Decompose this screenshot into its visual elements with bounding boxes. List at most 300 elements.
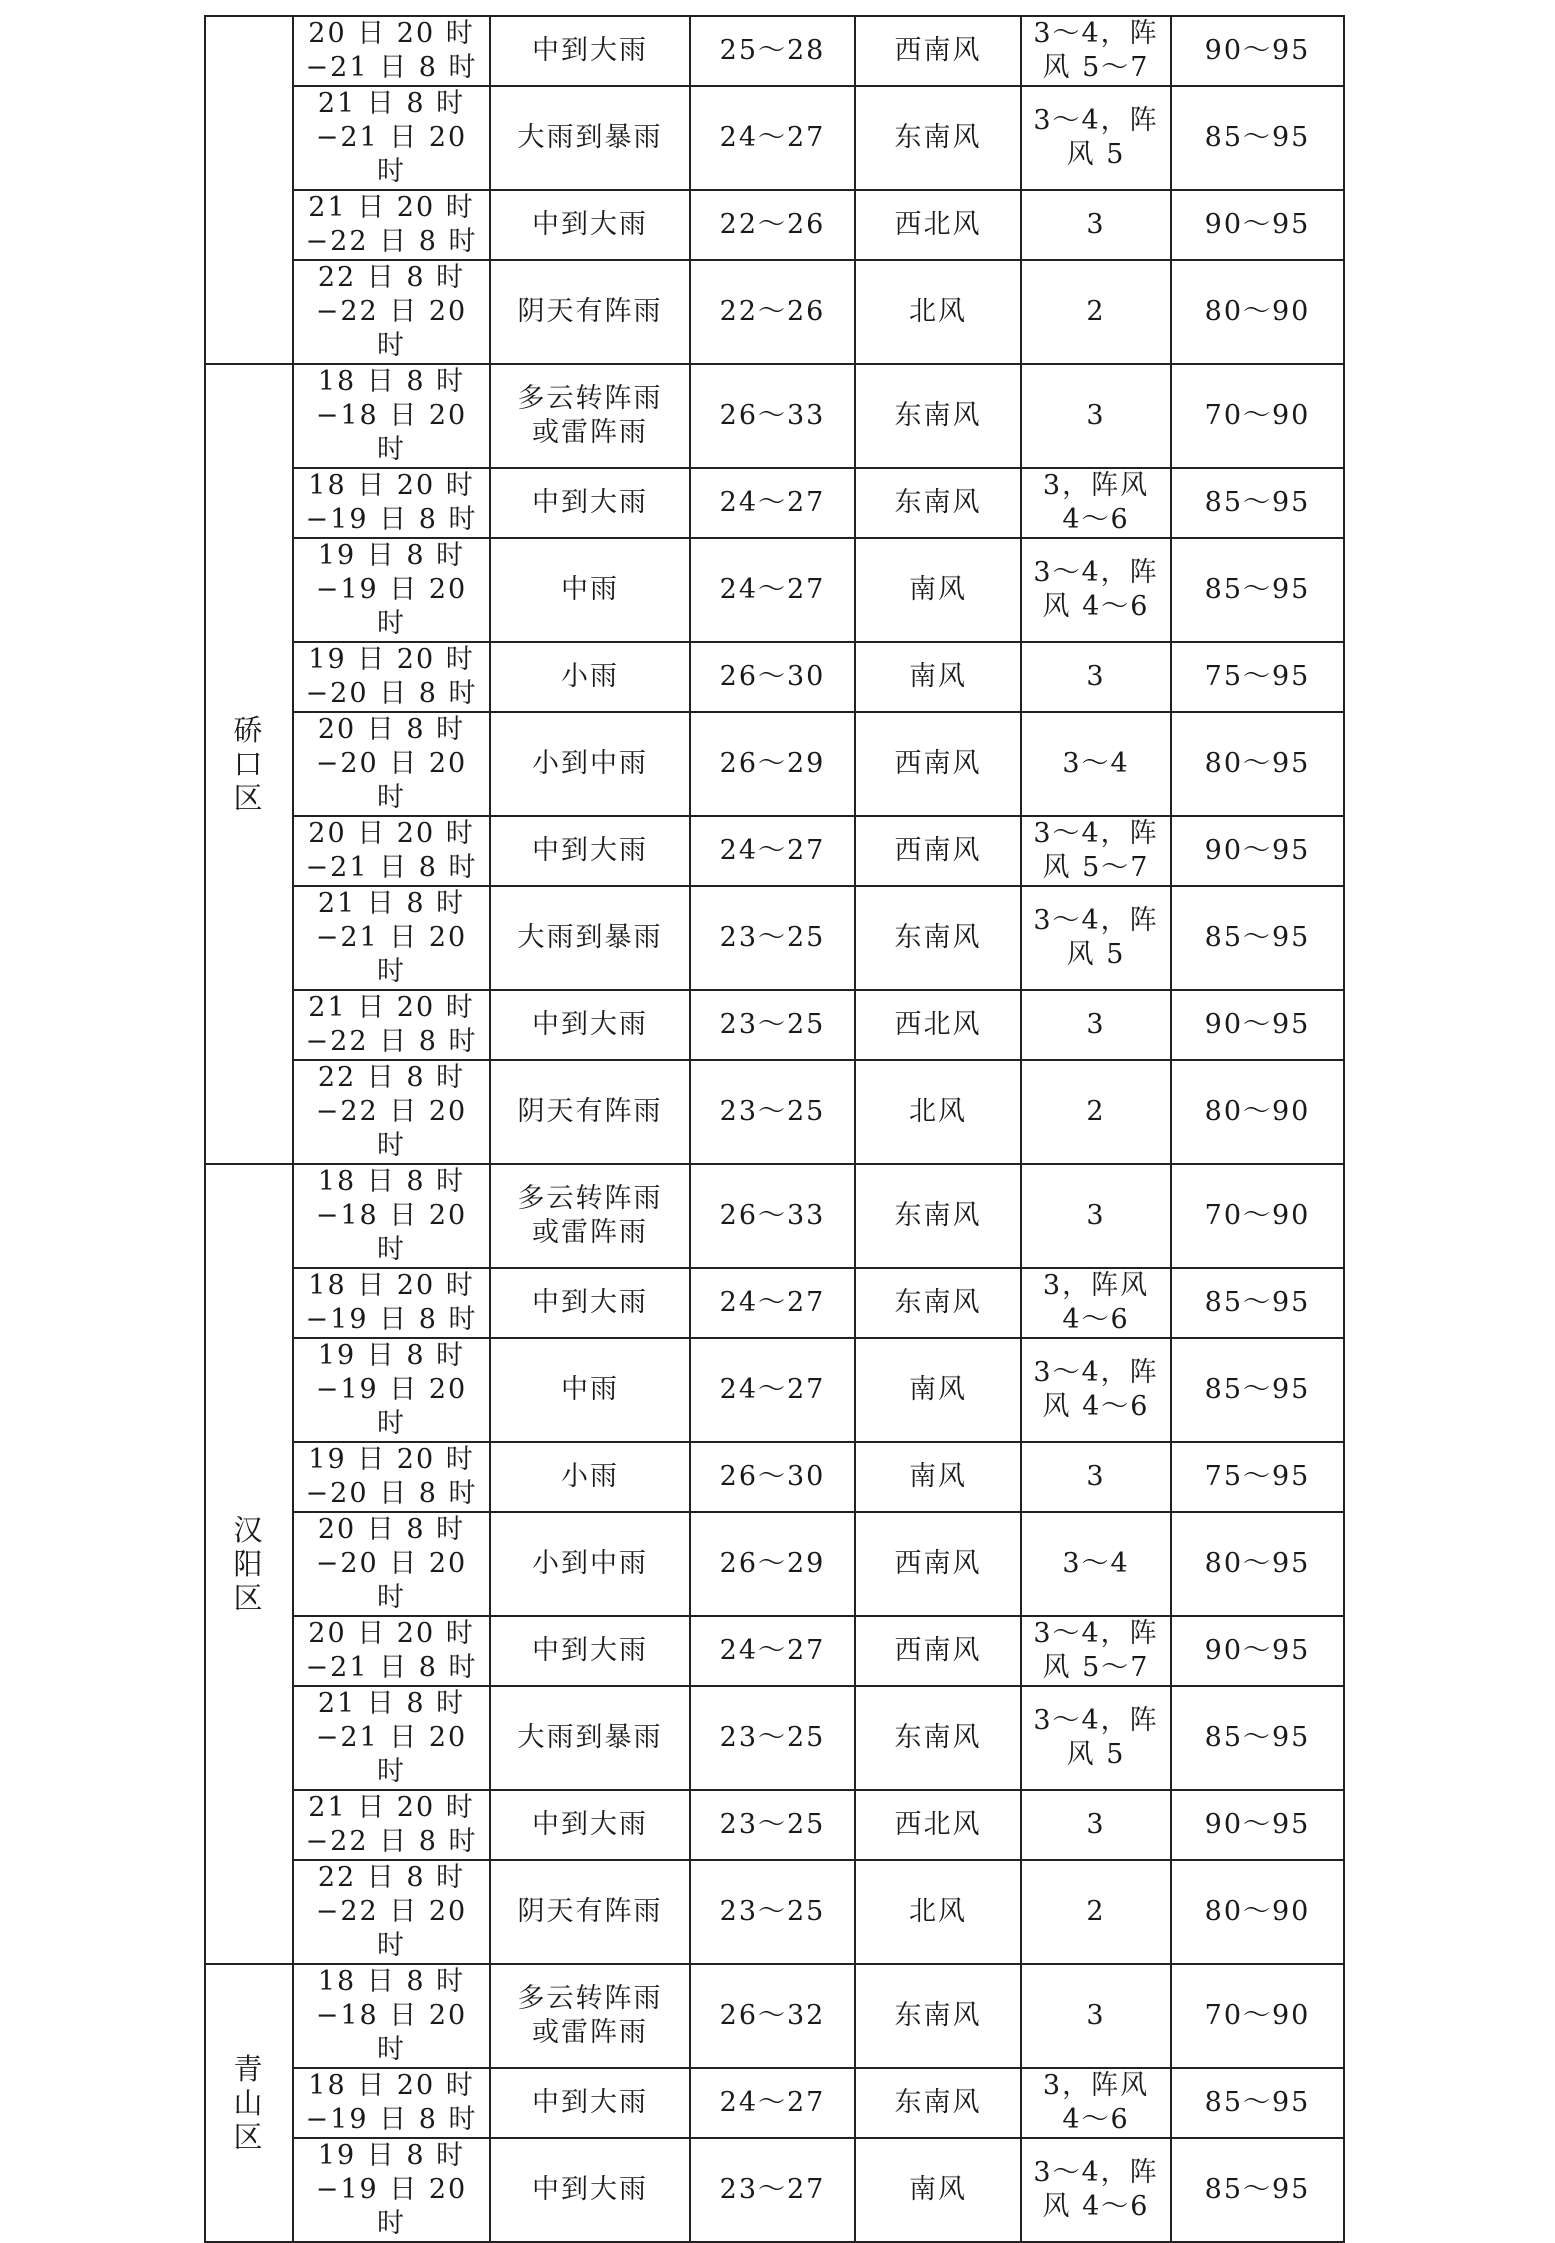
wind-speed-line: 2: [1086, 296, 1106, 327]
temperature-cell: 23～25: [690, 1686, 855, 1790]
wind-direction-cell: 西北风: [855, 1790, 1021, 1860]
wind-direction-cell: 南风: [855, 538, 1021, 642]
table-row: [205, 1860, 1344, 1964]
time-cell: [293, 1616, 490, 1686]
humidity-cell: 85～95: [1171, 468, 1344, 538]
table-row: [205, 16, 1344, 86]
weather-line: 或雷阵雨: [532, 417, 648, 448]
humidity-cell: 75～95: [1171, 642, 1344, 712]
time-line: −22 日 8 时: [305, 1826, 478, 1857]
time-line: 20 日 20 时: [308, 18, 475, 49]
wind-speed-line: 3～4，阵: [1033, 1705, 1159, 1736]
weather-cell: [490, 86, 690, 190]
weather-cell: [490, 468, 690, 538]
wind-speed-line: 风 4～6: [1042, 1391, 1150, 1422]
time-cell: [293, 2138, 490, 2242]
wind-direction-cell: 东南风: [855, 86, 1021, 190]
humidity-cell: 75～95: [1171, 1442, 1344, 1512]
time-cell: [293, 1338, 490, 1442]
forecast-table-container: [204, 15, 1345, 2243]
wind-speed-line: 3: [1086, 1809, 1106, 1840]
wind-speed-line: 3～4，阵: [1033, 1357, 1159, 1388]
wind-speed-cell: [1021, 1860, 1171, 1964]
time-line: −19 日 8 时: [305, 504, 478, 535]
time-cell: [293, 1060, 490, 1164]
humidity-cell: 85～95: [1171, 86, 1344, 190]
wind-direction-cell: 东南风: [855, 2068, 1021, 2138]
time-cell: [293, 468, 490, 538]
wind-direction-cell: 西南风: [855, 16, 1021, 86]
weather-line: 中到大雨: [532, 1635, 648, 1666]
table-row: [205, 1338, 1344, 1442]
wind-speed-line: 3～4，阵: [1033, 1618, 1159, 1649]
temperature-cell: 23～25: [690, 990, 855, 1060]
wind-speed-cell: [1021, 1338, 1171, 1442]
time-line: −22 日 8 时: [305, 226, 478, 257]
wind-speed-line: 3: [1086, 1009, 1106, 1040]
district-cell: [205, 16, 293, 364]
weather-cell: [490, 1686, 690, 1790]
wind-speed-cell: [1021, 1060, 1171, 1164]
weather-line: 中到大雨: [532, 209, 648, 240]
table-row: [205, 2138, 1344, 2242]
wind-speed-line: 风 4～6: [1042, 591, 1150, 622]
wind-speed-line: 2: [1086, 1096, 1106, 1127]
time-line: −18 日 20 时: [315, 1200, 468, 1265]
table-row: [205, 1164, 1344, 1268]
table-row: [205, 260, 1344, 364]
time-line: −19 日 20 时: [315, 574, 468, 639]
table-row: [205, 886, 1344, 990]
time-line: −18 日 20 时: [315, 400, 468, 465]
weather-line: 中到大雨: [532, 2087, 648, 2118]
temperature-cell: 24～27: [690, 468, 855, 538]
time-line: 21 日 8 时: [317, 888, 466, 919]
temperature-cell: 23～27: [690, 2138, 855, 2242]
table-row: [205, 1790, 1344, 1860]
wind-speed-cell: [1021, 1616, 1171, 1686]
wind-speed-cell: [1021, 1790, 1171, 1860]
district-char: 山: [233, 2086, 265, 2120]
wind-speed-line: 3～4，阵: [1033, 905, 1159, 936]
time-line: 19 日 8 时: [317, 540, 466, 571]
temperature-cell: 24～27: [690, 538, 855, 642]
weather-cell: [490, 1860, 690, 1964]
time-line: −18 日 20 时: [315, 2000, 468, 2065]
time-line: −22 日 20 时: [315, 1896, 468, 1961]
wind-speed-line: 3: [1086, 1461, 1106, 1492]
time-line: −20 日 20 时: [315, 748, 468, 813]
weather-cell: [490, 816, 690, 886]
table-row: [205, 364, 1344, 468]
time-line: 18 日 20 时: [308, 2070, 475, 2101]
wind-speed-cell: [1021, 2138, 1171, 2242]
time-line: 18 日 20 时: [308, 470, 475, 501]
wind-speed-cell: [1021, 16, 1171, 86]
time-line: 20 日 8 时: [317, 1514, 466, 1545]
wind-speed-line: 4～6: [1062, 2104, 1130, 2135]
weather-line: 多云转阵雨: [517, 383, 663, 414]
time-line: −19 日 8 时: [305, 2104, 478, 2135]
time-line: −21 日 20 时: [315, 1722, 468, 1787]
time-cell: [293, 1860, 490, 1964]
table-row: [205, 712, 1344, 816]
temperature-cell: 26～30: [690, 1442, 855, 1512]
wind-speed-cell: [1021, 1512, 1171, 1616]
wind-speed-cell: [1021, 816, 1171, 886]
wind-speed-line: 3～4，阵: [1033, 105, 1159, 136]
temperature-cell: 26～30: [690, 642, 855, 712]
wind-direction-cell: 东南风: [855, 1686, 1021, 1790]
humidity-cell: 80～90: [1171, 1860, 1344, 1964]
time-line: 19 日 20 时: [308, 1444, 475, 1475]
district-char: 硚: [233, 713, 265, 747]
wind-speed-line: 4～6: [1062, 504, 1130, 535]
time-line: −22 日 20 时: [315, 296, 468, 361]
time-line: 18 日 20 时: [308, 1270, 475, 1301]
table-row: [205, 1060, 1344, 1164]
table-row: [205, 1964, 1344, 2068]
weather-line: 小雨: [561, 1461, 619, 1492]
district-char: 区: [233, 781, 265, 815]
wind-speed-cell: [1021, 468, 1171, 538]
wind-speed-line: 3～4，阵: [1033, 818, 1159, 849]
wind-speed-line: 3，阵风: [1042, 2070, 1150, 2101]
wind-direction-cell: 东南风: [855, 1164, 1021, 1268]
district-char: 汉: [233, 1513, 265, 1547]
time-cell: [293, 642, 490, 712]
humidity-cell: 80～90: [1171, 260, 1344, 364]
wind-direction-cell: 南风: [855, 1338, 1021, 1442]
temperature-cell: 24～27: [690, 2068, 855, 2138]
humidity-cell: 85～95: [1171, 1338, 1344, 1442]
table-row: [205, 1616, 1344, 1686]
wind-speed-line: 3: [1086, 209, 1106, 240]
wind-speed-line: 风 5～7: [1042, 852, 1150, 883]
wind-direction-cell: 西南风: [855, 816, 1021, 886]
wind-speed-line: 3，阵风: [1042, 470, 1150, 501]
weather-cell: [490, 190, 690, 260]
humidity-cell: 85～95: [1171, 1268, 1344, 1338]
humidity-cell: 85～95: [1171, 538, 1344, 642]
temperature-cell: 26～29: [690, 1512, 855, 1616]
district-char: 口: [233, 747, 265, 781]
wind-direction-cell: 南风: [855, 2138, 1021, 2242]
time-line: −21 日 20 时: [315, 122, 468, 187]
weather-line: 阴天有阵雨: [517, 1896, 663, 1927]
time-line: 20 日 20 时: [308, 818, 475, 849]
humidity-cell: 90～95: [1171, 816, 1344, 886]
wind-speed-cell: [1021, 642, 1171, 712]
time-line: −20 日 8 时: [305, 1478, 478, 1509]
wind-speed-cell: [1021, 538, 1171, 642]
wind-speed-line: 3，阵风: [1042, 1270, 1150, 1301]
humidity-cell: 70～90: [1171, 364, 1344, 468]
wind-speed-line: 4～6: [1062, 1304, 1130, 1335]
time-line: −21 日 8 时: [305, 52, 478, 83]
time-line: 22 日 8 时: [317, 1062, 466, 1093]
time-cell: [293, 816, 490, 886]
weather-cell: [490, 2068, 690, 2138]
time-cell: [293, 1964, 490, 2068]
wind-speed-line: 3～4，阵: [1033, 557, 1159, 588]
wind-speed-cell: [1021, 886, 1171, 990]
weather-cell: [490, 1442, 690, 1512]
wind-direction-cell: 北风: [855, 1860, 1021, 1964]
weather-line: 中雨: [561, 574, 619, 605]
time-cell: [293, 190, 490, 260]
table-row: [205, 642, 1344, 712]
weather-cell: [490, 1060, 690, 1164]
time-cell: [293, 1686, 490, 1790]
temperature-cell: 23～25: [690, 886, 855, 990]
humidity-cell: 90～95: [1171, 990, 1344, 1060]
time-line: 18 日 8 时: [317, 366, 466, 397]
weather-line: 或雷阵雨: [532, 2017, 648, 2048]
wind-speed-cell: [1021, 2068, 1171, 2138]
temperature-cell: 26～32: [690, 1964, 855, 2068]
wind-speed-line: 3: [1086, 1200, 1106, 1231]
wind-speed-line: 风 5: [1066, 939, 1126, 970]
wind-speed-line: 2: [1086, 1896, 1106, 1927]
weather-cell: [490, 642, 690, 712]
temperature-cell: 22～26: [690, 190, 855, 260]
time-cell: [293, 990, 490, 1060]
time-line: −20 日 20 时: [315, 1548, 468, 1613]
time-line: 22 日 8 时: [317, 262, 466, 293]
temperature-cell: 25～28: [690, 16, 855, 86]
weather-line: 多云转阵雨: [517, 1183, 663, 1214]
temperature-cell: 26～29: [690, 712, 855, 816]
weather-line: 或雷阵雨: [532, 1217, 648, 1248]
table-row: [205, 1268, 1344, 1338]
time-line: 20 日 20 时: [308, 1618, 475, 1649]
weather-cell: [490, 712, 690, 816]
weather-cell: [490, 16, 690, 86]
weather-line: 中到大雨: [532, 2174, 648, 2205]
weather-cell: [490, 2138, 690, 2242]
district-char: 区: [233, 1581, 265, 1615]
table-row: [205, 190, 1344, 260]
weather-cell: [490, 886, 690, 990]
humidity-cell: 70～90: [1171, 1164, 1344, 1268]
time-line: 21 日 8 时: [317, 1688, 466, 1719]
humidity-cell: 80～95: [1171, 712, 1344, 816]
district-char: 青: [233, 2052, 265, 2086]
temperature-cell: 24～27: [690, 1338, 855, 1442]
humidity-cell: 80～90: [1171, 1060, 1344, 1164]
weather-cell: [490, 1790, 690, 1860]
weather-cell: [490, 1512, 690, 1616]
wind-direction-cell: 东南风: [855, 886, 1021, 990]
wind-speed-cell: [1021, 86, 1171, 190]
weather-cell: [490, 538, 690, 642]
weather-cell: [490, 1616, 690, 1686]
wind-speed-cell: [1021, 1164, 1171, 1268]
time-cell: [293, 2068, 490, 2138]
table-row: [205, 1442, 1344, 1512]
weather-cell: [490, 1338, 690, 1442]
wind-direction-cell: 南风: [855, 642, 1021, 712]
weather-cell: [490, 260, 690, 364]
time-line: 21 日 20 时: [308, 192, 475, 223]
temperature-cell: 26～33: [690, 364, 855, 468]
wind-speed-line: 3～4，阵: [1033, 18, 1159, 49]
humidity-cell: 85～95: [1171, 1686, 1344, 1790]
weather-line: 多云转阵雨: [517, 1983, 663, 2014]
wind-direction-cell: 西北风: [855, 990, 1021, 1060]
wind-direction-cell: 东南风: [855, 364, 1021, 468]
temperature-cell: 26～33: [690, 1164, 855, 1268]
time-line: 19 日 8 时: [317, 1340, 466, 1371]
wind-direction-cell: 北风: [855, 1060, 1021, 1164]
forecast-table-body: [205, 16, 1344, 2242]
weather-line: 中到大雨: [532, 1287, 648, 1318]
table-row: [205, 1512, 1344, 1616]
weather-cell: [490, 364, 690, 468]
table-row: [205, 538, 1344, 642]
wind-speed-cell: [1021, 364, 1171, 468]
time-line: −21 日 8 时: [305, 1652, 478, 1683]
wind-speed-cell: [1021, 260, 1171, 364]
time-line: −22 日 20 时: [315, 1096, 468, 1161]
weather-line: 大雨到暴雨: [517, 1722, 663, 1753]
weather-line: 中到大雨: [532, 1009, 648, 1040]
time-line: 21 日 20 时: [308, 992, 475, 1023]
wind-speed-line: 3: [1086, 661, 1106, 692]
wind-speed-line: 风 4～6: [1042, 2191, 1150, 2222]
humidity-cell: 85～95: [1171, 886, 1344, 990]
weather-line: 中雨: [561, 1374, 619, 1405]
weather-line: 中到大雨: [532, 487, 648, 518]
humidity-cell: 90～95: [1171, 1616, 1344, 1686]
time-line: 18 日 8 时: [317, 1966, 466, 1997]
weather-line: 中到大雨: [532, 35, 648, 66]
weather-line: 小到中雨: [532, 748, 648, 779]
weather-line: 中到大雨: [532, 835, 648, 866]
wind-speed-cell: [1021, 990, 1171, 1060]
time-cell: [293, 712, 490, 816]
time-cell: [293, 1512, 490, 1616]
time-line: −21 日 8 时: [305, 852, 478, 883]
time-cell: [293, 1268, 490, 1338]
wind-speed-line: 风 5～7: [1042, 1652, 1150, 1683]
temperature-cell: 23～25: [690, 1860, 855, 1964]
table-row: [205, 468, 1344, 538]
wind-speed-line: 3～4: [1062, 748, 1130, 779]
weather-cell: [490, 1964, 690, 2068]
time-cell: [293, 1442, 490, 1512]
time-line: −22 日 8 时: [305, 1026, 478, 1057]
time-line: 19 日 20 时: [308, 644, 475, 675]
district-char: 阳: [233, 1547, 265, 1581]
time-cell: [293, 364, 490, 468]
weather-line: 大雨到暴雨: [517, 922, 663, 953]
time-line: 21 日 20 时: [308, 1792, 475, 1823]
weather-line: 阴天有阵雨: [517, 1096, 663, 1127]
wind-direction-cell: 西南风: [855, 1616, 1021, 1686]
district-cell: [205, 1164, 293, 1964]
wind-speed-line: 3～4: [1062, 1548, 1130, 1579]
wind-direction-cell: 西北风: [855, 190, 1021, 260]
time-cell: [293, 538, 490, 642]
humidity-cell: 80～95: [1171, 1512, 1344, 1616]
wind-direction-cell: 西南风: [855, 712, 1021, 816]
time-line: −19 日 8 时: [305, 1304, 478, 1335]
wind-speed-cell: [1021, 1442, 1171, 1512]
table-row: [205, 990, 1344, 1060]
wind-direction-cell: 东南风: [855, 468, 1021, 538]
temperature-cell: 23～25: [690, 1790, 855, 1860]
wind-speed-line: 风 5: [1066, 1739, 1126, 1770]
wind-speed-cell: [1021, 1268, 1171, 1338]
wind-speed-cell: [1021, 1686, 1171, 1790]
humidity-cell: 85～95: [1171, 2138, 1344, 2242]
temperature-cell: 24～27: [690, 816, 855, 886]
wind-speed-cell: [1021, 712, 1171, 816]
humidity-cell: 90～95: [1171, 1790, 1344, 1860]
time-line: −19 日 20 时: [315, 1374, 468, 1439]
wind-speed-cell: [1021, 190, 1171, 260]
time-cell: [293, 1164, 490, 1268]
wind-direction-cell: 东南风: [855, 1964, 1021, 2068]
time-line: −20 日 8 时: [305, 678, 478, 709]
humidity-cell: 90～95: [1171, 190, 1344, 260]
district-cell: [205, 364, 293, 1164]
weather-line: 大雨到暴雨: [517, 122, 663, 153]
table-row: [205, 1686, 1344, 1790]
time-cell: [293, 886, 490, 990]
wind-speed-cell: [1021, 1964, 1171, 2068]
table-row: [205, 2068, 1344, 2138]
time-cell: [293, 1790, 490, 1860]
time-line: 19 日 8 时: [317, 2140, 466, 2171]
temperature-cell: 24～27: [690, 86, 855, 190]
temperature-cell: 23～25: [690, 1060, 855, 1164]
wind-direction-cell: 东南风: [855, 1268, 1021, 1338]
time-line: 22 日 8 时: [317, 1862, 466, 1893]
table-row: [205, 86, 1344, 190]
time-cell: [293, 16, 490, 86]
humidity-cell: 90～95: [1171, 16, 1344, 86]
weather-line: 小雨: [561, 661, 619, 692]
district-char: 区: [233, 2120, 265, 2154]
wind-speed-line: 风 5: [1066, 139, 1126, 170]
time-line: −19 日 20 时: [315, 2174, 468, 2239]
wind-speed-line: 3: [1086, 400, 1106, 431]
wind-speed-line: 3: [1086, 2000, 1106, 2031]
weather-cell: [490, 990, 690, 1060]
weather-forecast-table: [204, 15, 1345, 2243]
time-line: 20 日 8 时: [317, 714, 466, 745]
time-line: 18 日 8 时: [317, 1166, 466, 1197]
wind-speed-line: 风 5～7: [1042, 52, 1150, 83]
temperature-cell: 22～26: [690, 260, 855, 364]
time-line: −21 日 20 时: [315, 922, 468, 987]
time-cell: [293, 86, 490, 190]
humidity-cell: 70～90: [1171, 1964, 1344, 2068]
district-cell: [205, 1964, 293, 2242]
weather-line: 阴天有阵雨: [517, 296, 663, 327]
weather-cell: [490, 1268, 690, 1338]
wind-speed-line: 3～4，阵: [1033, 2157, 1159, 2188]
weather-cell: [490, 1164, 690, 1268]
temperature-cell: 24～27: [690, 1268, 855, 1338]
time-line: 21 日 8 时: [317, 88, 466, 119]
weather-line: 中到大雨: [532, 1809, 648, 1840]
weather-line: 小到中雨: [532, 1548, 648, 1579]
wind-direction-cell: 南风: [855, 1442, 1021, 1512]
